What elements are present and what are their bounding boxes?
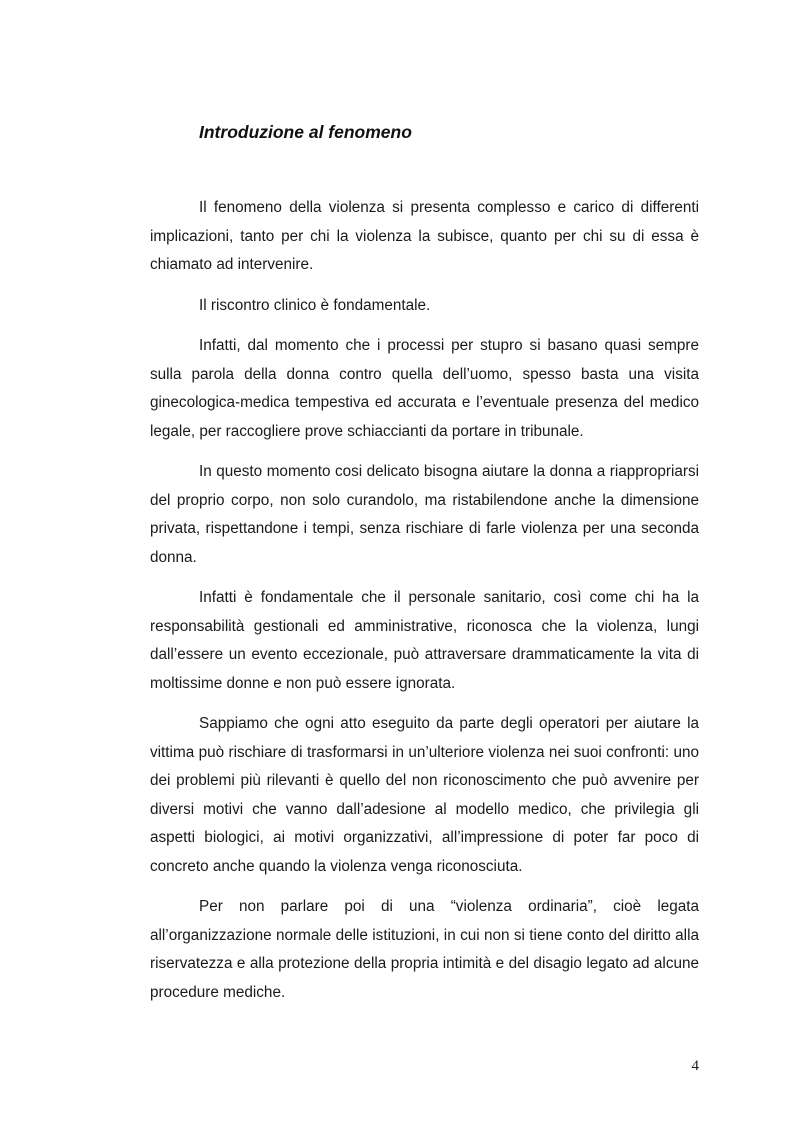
paragraph: Infatti è fondamentale che il personale sanitario, così come chi ha la responsabilità gestionali ed amministrative, riconosca che la violenza, lungi dall’essere un evento eccezionale, può attraversare drammaticamente la vita di moltissime donne e non può essere ignorata.	[150, 589, 699, 692]
paragraph: Il fenomeno della violenza si presenta complesso e carico di differenti implicazioni, tanto per chi la violenza la subisce, quanto per chi su di essa è chiamato ad intervenire.	[150, 199, 699, 273]
page-number: 4	[691, 1058, 699, 1074]
paragraph: Per non parlare poi di una “violenza ordinaria”, cioè legata all’organizzazione normale delle istituzioni, in cui non si tiene conto del diritto alla riservatezza e alla protezione della propria intimità e del disagio legato ad alcune procedure mediche.	[150, 898, 699, 1001]
paragraph: In questo momento cosi delicato bisogna aiutare la donna a riappropriarsi del proprio corpo, non solo curandolo, ma ristabilendone anche la dimensione privata, rispettandone i tempi, senza rischiare di farle violenza per una seconda donna.	[150, 463, 699, 566]
section-heading: Introduzione al fenomeno	[199, 122, 412, 142]
body-text	[150, 194, 699, 1019]
paragraph: Infatti, dal momento che i processi per stupro si basano quasi sempre sulla parola della donna contro quella dell’uomo, spesso basta una visita ginecologica-medica tempestiva ed accurata e l’eventuale presenza del medico legale, per raccogliere prove schiaccianti da portare in tribunale.	[150, 337, 699, 440]
paragraph: Il riscontro clinico è fondamentale.	[199, 296, 431, 314]
paragraph: Sappiamo che ogni atto eseguito da parte degli operatori per aiutare la vittima può rischiare di trasformarsi in un’ulteriore violenza nei suoi confronti: uno dei problemi più rilevanti è quello del non riconoscimento che può avvenire per diversi motivi che vanno dall’adesione al modello medico, che privilegia gli aspetti biologici, ai motivi organizzativi, all’impressione di poter far poco di concreto anche quando la violenza venga riconosciuta.	[150, 715, 699, 875]
